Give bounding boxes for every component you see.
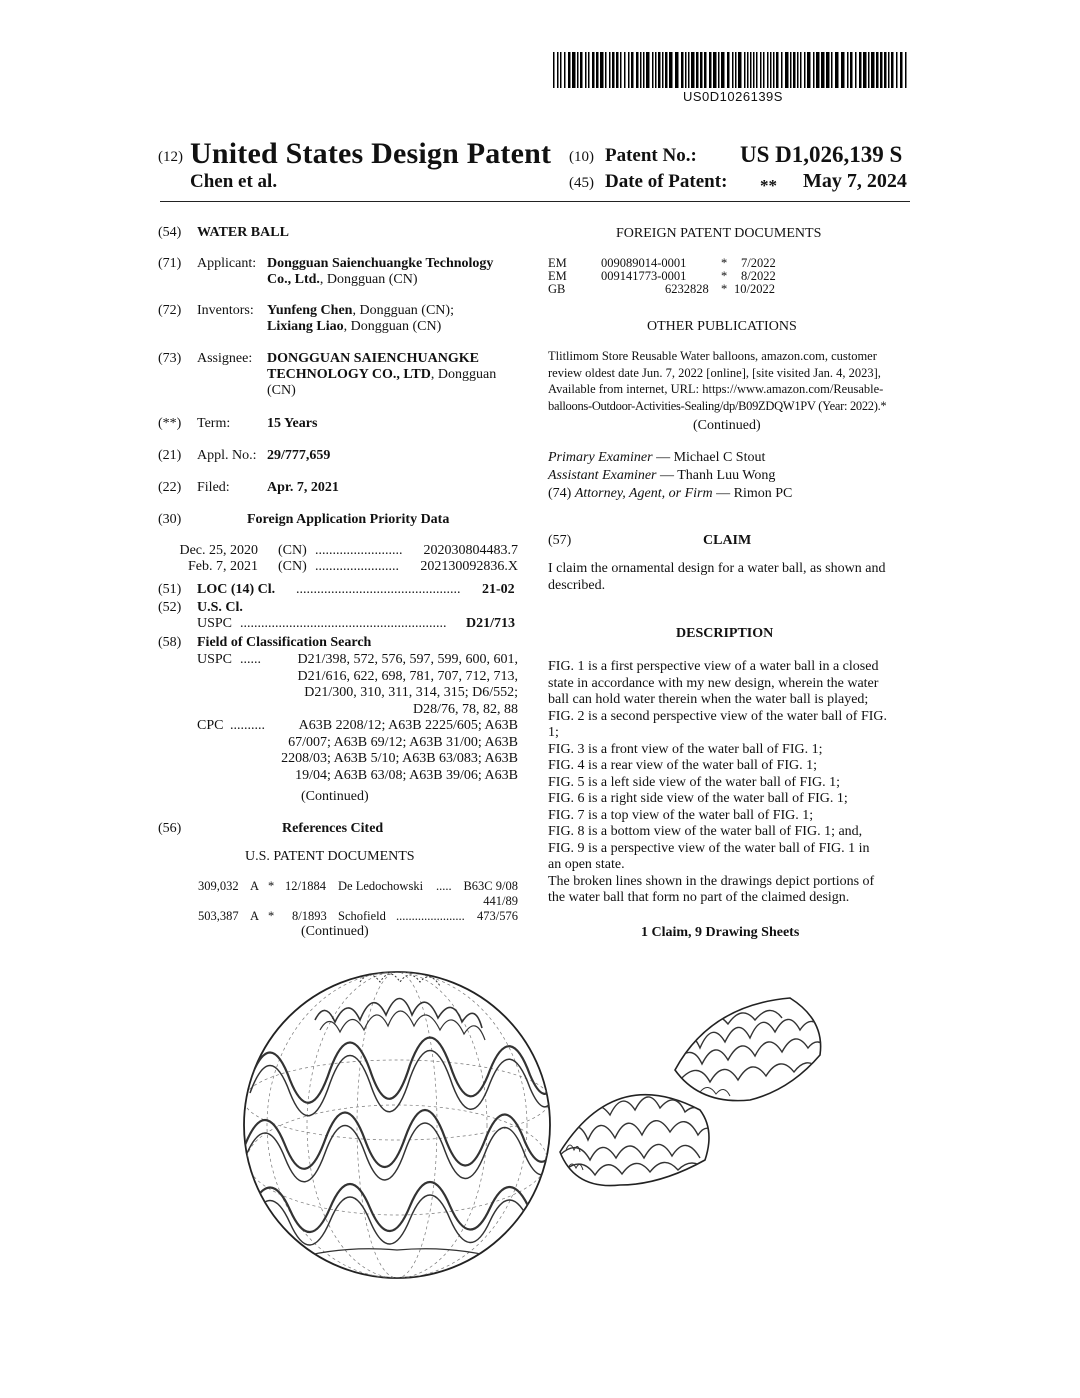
assistant-examiner-label: Assistant Examiner xyxy=(548,468,657,483)
barcode-bar xyxy=(813,52,815,88)
barcode-bar xyxy=(643,52,645,88)
barcode-bar xyxy=(896,52,898,88)
barcode-bar xyxy=(652,52,654,88)
barcode-bar xyxy=(685,52,687,88)
priority-date: Dec. 25, 2020 xyxy=(179,543,258,558)
barcode-bar xyxy=(847,52,849,88)
ref-row xyxy=(198,909,518,925)
search-uspc-line: D21/300, 310, 311, 314, 315; D6/552; xyxy=(304,685,518,700)
uspc-value: D21/713 xyxy=(466,616,515,631)
assistant-examiner-name: — Thanh Luu Wong xyxy=(660,468,776,483)
attorney-name: — Rimon PC xyxy=(716,486,793,501)
primary-examiner-label: Primary Examiner xyxy=(548,450,653,465)
ref-dots: ..... xyxy=(436,879,452,893)
primary-examiner xyxy=(548,450,765,467)
barcode-bar xyxy=(735,52,737,88)
ref-class: B63C 9/08 xyxy=(463,879,518,893)
barcode-bar xyxy=(747,52,749,88)
other-pubs-title: OTHER PUBLICATIONS xyxy=(647,319,797,334)
uscl-label: U.S. Cl. xyxy=(197,600,243,615)
field-54-title: WATER BALL xyxy=(197,225,289,240)
applicant-line2 xyxy=(267,272,418,289)
field-21-code: (21) xyxy=(158,448,182,463)
code-12: (12) xyxy=(158,149,183,165)
barcode-bar xyxy=(577,52,579,88)
barcode-bar xyxy=(797,52,799,88)
barcode-bar xyxy=(785,52,789,88)
priority-row xyxy=(160,543,518,560)
uspc-label: USPC xyxy=(197,616,233,631)
barcode-bar xyxy=(704,52,707,88)
barcode-bar xyxy=(696,52,699,88)
barcode-bar xyxy=(646,52,650,88)
inventor-1 xyxy=(267,303,454,320)
foreign-number: 009141773-0001 xyxy=(601,269,687,283)
barcode-bar xyxy=(616,52,619,88)
attorney-label: Attorney, Agent, or Firm xyxy=(574,486,713,501)
barcode-bar xyxy=(727,52,730,88)
barcode-bar xyxy=(568,52,571,88)
assignee-line3: (CN) xyxy=(267,383,296,398)
desc-line: FIG. 2 is a second perspective view of the water ball of FIG. xyxy=(548,708,888,724)
barcode-bar xyxy=(738,52,742,88)
code-10: (10) xyxy=(569,149,594,165)
barcode-bar xyxy=(718,52,720,88)
foreign-country: GB xyxy=(548,282,566,296)
ref-dots: ...................... xyxy=(396,909,465,923)
field-73-code: (73) xyxy=(158,351,182,366)
search-uspc-lines xyxy=(270,652,518,718)
barcode-bar xyxy=(709,52,712,88)
barcode-bar xyxy=(900,52,903,88)
barcode-bar xyxy=(691,52,695,88)
barcode-bar xyxy=(750,52,752,88)
barcode-bar xyxy=(658,52,661,88)
water-ball-drawing xyxy=(230,960,930,1300)
desc-line: an open state. xyxy=(548,857,625,872)
foreign-star: * xyxy=(721,269,728,283)
foreign-country: EM xyxy=(548,256,567,270)
field-search-title: Field of Classification Search xyxy=(197,635,372,650)
other-pub-line: Available from internet, URL: https://www.amazon.com/Reusable- xyxy=(548,382,884,396)
barcode-bar xyxy=(826,52,830,88)
claims-sheets: 1 Claim, 9 Drawing Sheets xyxy=(641,925,800,940)
foreign-date: 10/2022 xyxy=(734,282,775,296)
barcode-bar xyxy=(756,52,758,88)
barcode-bar xyxy=(557,52,559,88)
search-uspc-line: D28/76, 78, 82, 88 xyxy=(413,701,518,717)
priority-country: (CN) xyxy=(278,559,307,574)
search-uspc-line: D21/616, 622, 698, 781, 707, 712, 713, xyxy=(297,668,518,684)
barcode-bar xyxy=(871,52,875,88)
field-22-code: (22) xyxy=(158,480,182,495)
barcode-bar xyxy=(662,52,664,88)
ref-class-2: 441/89 xyxy=(483,894,518,908)
desc-line: state in accordance with my new design, wherein the water xyxy=(548,675,879,691)
ref-kind: A xyxy=(250,879,260,893)
term-label: Term: xyxy=(197,416,231,431)
applicant-location: , Dongguan (CN) xyxy=(319,272,418,287)
ref-star: * xyxy=(268,909,275,923)
ref-class: 473/576 xyxy=(477,909,518,923)
claim-title: CLAIM xyxy=(703,533,752,548)
barcode-bar xyxy=(776,52,779,88)
applicant-co: Co., Ltd. xyxy=(267,272,320,287)
attorney xyxy=(548,486,792,503)
barcode-bar xyxy=(800,52,802,88)
other-pub-line: review oldest date Jun. 7, 2022 [online], [site visited Jan. 4, 2023], xyxy=(548,365,881,380)
barcode-bar xyxy=(807,52,811,88)
other-pub-line: balloons-Outdoor-Activities-Sealing/dp/B09ZDQW1PV (Year: 2022).* xyxy=(548,398,887,413)
barcode-bar xyxy=(884,52,887,88)
barcode-bar xyxy=(863,52,867,88)
barcode-bar xyxy=(835,52,839,88)
field-52-code: (52) xyxy=(158,600,182,615)
barcode xyxy=(553,52,910,90)
inventor-2-location: , Dongguan (CN) xyxy=(343,319,442,334)
claim-text xyxy=(548,561,913,594)
inventor-1-location: , Dongguan (CN); xyxy=(352,303,454,318)
header-rule xyxy=(160,201,910,202)
priority-row xyxy=(160,559,518,576)
assignee-line1: DONGGUAN SAIENCHUANGKE xyxy=(267,351,479,366)
priority-number: 202030804483.7 xyxy=(423,543,518,558)
patent-no-label: Patent No.: xyxy=(605,145,697,166)
claim-line: I claim the ornamental design for a water ball, as shown and xyxy=(548,561,886,576)
barcode-bar xyxy=(753,52,755,88)
barcode-bar xyxy=(888,52,890,88)
half-shell xyxy=(675,998,828,1101)
barcode-bar xyxy=(760,52,762,88)
inventors-short: Chen et al. xyxy=(190,171,278,192)
date-stars: ** xyxy=(760,176,777,195)
search-cpc-line: A63B 2208/12; A63B 2225/605; A63B xyxy=(298,718,518,733)
uspc-dots: ........................................................... xyxy=(240,616,447,631)
barcode-bar xyxy=(553,52,555,88)
desc-line: The broken lines shown in the drawings depict portions of xyxy=(548,873,875,889)
barcode-bar xyxy=(767,52,769,88)
barcode-bar xyxy=(821,52,825,88)
foreign-country: EM xyxy=(548,269,567,283)
refs-continued: (Continued) xyxy=(301,924,369,939)
description-title: DESCRIPTION xyxy=(676,626,774,641)
barcode-bar xyxy=(773,52,775,88)
search-cpc-dots: .......... xyxy=(230,718,265,733)
field-56-code: (56) xyxy=(158,821,182,836)
loc-value: 21-02 xyxy=(482,582,515,597)
search-uspc-line: D21/398, 572, 576, 597, 599, 600, 601, xyxy=(297,652,518,667)
barcode-bar xyxy=(859,52,862,88)
appl-no: 29/777,659 xyxy=(267,448,331,463)
search-continued: (Continued) xyxy=(301,789,369,804)
barcode-bar xyxy=(665,52,668,88)
desc-line: FIG. 4 is a rear view of the water ball of FIG. 1; xyxy=(548,758,818,773)
field-30-code: (30) xyxy=(158,512,182,527)
field-51-code: (51) xyxy=(158,582,182,597)
desc-line: FIG. 3 is a front view of the water ball of FIG. 1; xyxy=(548,741,823,757)
other-pubs-text xyxy=(548,348,913,414)
foreign-row xyxy=(548,282,848,297)
barcode-bar xyxy=(790,52,792,88)
foreign-number: 6232828 xyxy=(665,282,709,296)
sphere xyxy=(244,972,555,1278)
barcode-bar xyxy=(640,52,642,88)
barcode-text: US0D1026139S xyxy=(683,89,783,104)
barcode-bar xyxy=(688,52,690,88)
search-cpc-line: 2208/03; A63B 5/10; A63B 63/083; A63B xyxy=(281,751,518,766)
foreign-docs-title: FOREIGN PATENT DOCUMENTS xyxy=(616,226,822,241)
barcode-bar xyxy=(891,52,894,88)
barcode-bar xyxy=(763,52,765,88)
field-71-label: Applicant: xyxy=(197,256,257,271)
foreign-star: * xyxy=(721,256,728,270)
barcode-bar xyxy=(868,52,870,88)
primary-examiner-name: — Michael C Stout xyxy=(656,450,766,465)
ref-date: 8/1893 xyxy=(292,909,327,923)
barcode-bar xyxy=(732,52,734,88)
barcode-bar xyxy=(675,52,679,88)
barcode-bar xyxy=(631,52,634,88)
barcode-bar xyxy=(580,52,583,88)
barcode-bar xyxy=(793,52,796,88)
claim-code: (57) xyxy=(548,533,572,548)
date-label: Date of Patent: xyxy=(605,171,728,192)
search-cpc-label: CPC xyxy=(197,718,224,733)
claim-line: described. xyxy=(548,577,606,593)
ref-name: De Ledochowski xyxy=(338,879,424,893)
term-value: 15 Years xyxy=(267,416,318,431)
attorney-code: (74) xyxy=(548,486,572,501)
search-cpc-line: 67/007; A63B 69/12; A63B 31/00; A63B xyxy=(288,734,518,750)
field-58-code: (58) xyxy=(158,635,182,650)
priority-dots: ......................... xyxy=(315,543,403,558)
barcode-graphic xyxy=(553,52,910,90)
desc-line: FIG. 7 is a top view of the water ball of FIG. 1; xyxy=(548,807,814,823)
barcode-bar xyxy=(681,52,684,88)
barcode-bar xyxy=(620,52,622,88)
barcode-bar xyxy=(713,52,717,88)
field-54-code: (54) xyxy=(158,225,182,240)
patent-no: US D1,026,139 S xyxy=(740,142,903,167)
field-73-label: Assignee: xyxy=(197,351,253,366)
loc-label: LOC (14) Cl. xyxy=(197,582,276,597)
barcode-bar xyxy=(700,52,703,88)
priority-country: (CN) xyxy=(278,543,307,558)
doc-title: United States Design Patent xyxy=(190,137,552,170)
ref-name: Schofield xyxy=(338,909,386,923)
inventor-2 xyxy=(267,319,441,336)
barcode-bar xyxy=(744,52,746,88)
barcode-bar xyxy=(876,52,879,88)
barcode-bar xyxy=(850,52,853,88)
search-cpc-lines xyxy=(250,718,518,784)
description-text xyxy=(548,659,913,907)
patent-date: May 7, 2024 xyxy=(803,170,907,192)
ref-star: * xyxy=(268,879,275,893)
search-cpc-line: 19/04; A63B 63/08; A63B 39/06; A63B xyxy=(295,767,518,783)
barcode-bar xyxy=(905,52,907,88)
ref-kind: A xyxy=(250,909,260,923)
barcode-bar xyxy=(600,52,604,88)
field-72-code: (72) xyxy=(158,303,182,318)
foreign-number: 009089014-0001 xyxy=(601,256,687,270)
applicant-line1: Dongguan Saienchuangke Technology xyxy=(267,256,494,271)
field-22-label: Filed: xyxy=(197,480,230,495)
barcode-bar xyxy=(781,52,783,88)
ref-row xyxy=(198,879,518,909)
foreign-date: 8/2022 xyxy=(741,269,776,283)
priority-title: Foreign Application Priority Data xyxy=(247,512,450,527)
term-code: (**) xyxy=(158,416,182,431)
barcode-bar xyxy=(588,52,590,88)
barcode-bar xyxy=(721,52,725,88)
assignee-line2 xyxy=(267,367,496,384)
ref-num: 503,387 xyxy=(198,909,239,923)
us-docs-title: U.S. PATENT DOCUMENTS xyxy=(245,849,415,864)
desc-line: FIG. 6 is a right side view of the water ball of FIG. 1; xyxy=(548,791,848,806)
inventor-2-name: Lixiang Liao xyxy=(267,319,344,334)
desc-line: the water ball that form no part of the claimed design. xyxy=(548,890,850,905)
barcode-bar xyxy=(585,52,587,88)
desc-line: FIG. 1 is a first perspective view of a water ball in a closed xyxy=(548,659,879,674)
barcode-bar xyxy=(605,52,607,88)
barcode-bar xyxy=(609,52,611,88)
priority-number: 202130092836.X xyxy=(420,559,518,574)
barcode-bar xyxy=(770,52,772,88)
barcode-bar xyxy=(560,52,562,88)
barcode-bar xyxy=(592,52,595,88)
barcode-bar xyxy=(624,52,626,88)
desc-line: ball can hold water therein when the water ball is played; xyxy=(548,692,869,707)
barcode-bar xyxy=(804,52,806,88)
barcode-bar xyxy=(669,52,673,88)
barcode-bar xyxy=(564,52,566,88)
other-pub-line: Tlitlimom Store Reusable Water balloons, amazon.com, customer xyxy=(548,349,877,363)
refs-title: References Cited xyxy=(282,821,384,836)
barcode-bar xyxy=(831,52,833,88)
barcode-bar xyxy=(572,52,576,88)
barcode-bar xyxy=(596,52,599,88)
assistant-examiner xyxy=(548,468,775,485)
ref-num: 309,032 xyxy=(198,879,239,893)
barcode-bar xyxy=(816,52,820,88)
search-uspc-dots: ...... xyxy=(240,652,261,667)
priority-date: Feb. 7, 2021 xyxy=(188,559,258,574)
desc-line: FIG. 9 is a perspective view of the water ball of FIG. 1 in xyxy=(548,840,870,856)
desc-line: FIG. 8 is a bottom view of the water ball of FIG. 1; and, xyxy=(548,824,863,839)
field-21-label: Appl. No.: xyxy=(197,448,257,463)
other-pubs-continued: (Continued) xyxy=(693,418,761,433)
foreign-star: * xyxy=(721,282,728,296)
barcode-bar xyxy=(655,52,657,88)
field-71-code: (71) xyxy=(158,256,182,271)
barcode-bar xyxy=(855,52,857,88)
priority-dots: ........................ xyxy=(315,559,399,574)
loc-dots: ............................................... xyxy=(296,582,461,597)
desc-line: 1; xyxy=(548,725,559,740)
half-shell xyxy=(560,1095,718,1186)
drawing-svg xyxy=(230,960,930,1300)
foreign-date: 7/2022 xyxy=(741,256,776,270)
ref-date: 12/1884 xyxy=(285,879,326,893)
code-45: (45) xyxy=(569,175,594,191)
barcode-bar xyxy=(880,52,883,88)
barcode-bar xyxy=(841,52,845,88)
inventor-1-name: Yunfeng Chen xyxy=(267,303,353,318)
barcode-bar xyxy=(628,52,630,88)
barcode-bar xyxy=(612,52,615,88)
filed-date: Apr. 7, 2021 xyxy=(267,480,339,495)
field-72-label: Inventors: xyxy=(197,303,254,318)
desc-line: FIG. 5 is a left side view of the water ball of FIG. 1; xyxy=(548,774,840,790)
barcode-bar xyxy=(636,52,639,88)
assignee-line2-bold: TECHNOLOGY CO., LTD xyxy=(267,367,431,382)
search-uspc-label: USPC xyxy=(197,652,233,667)
assignee-line2-rest: , Dongguan xyxy=(430,367,497,382)
